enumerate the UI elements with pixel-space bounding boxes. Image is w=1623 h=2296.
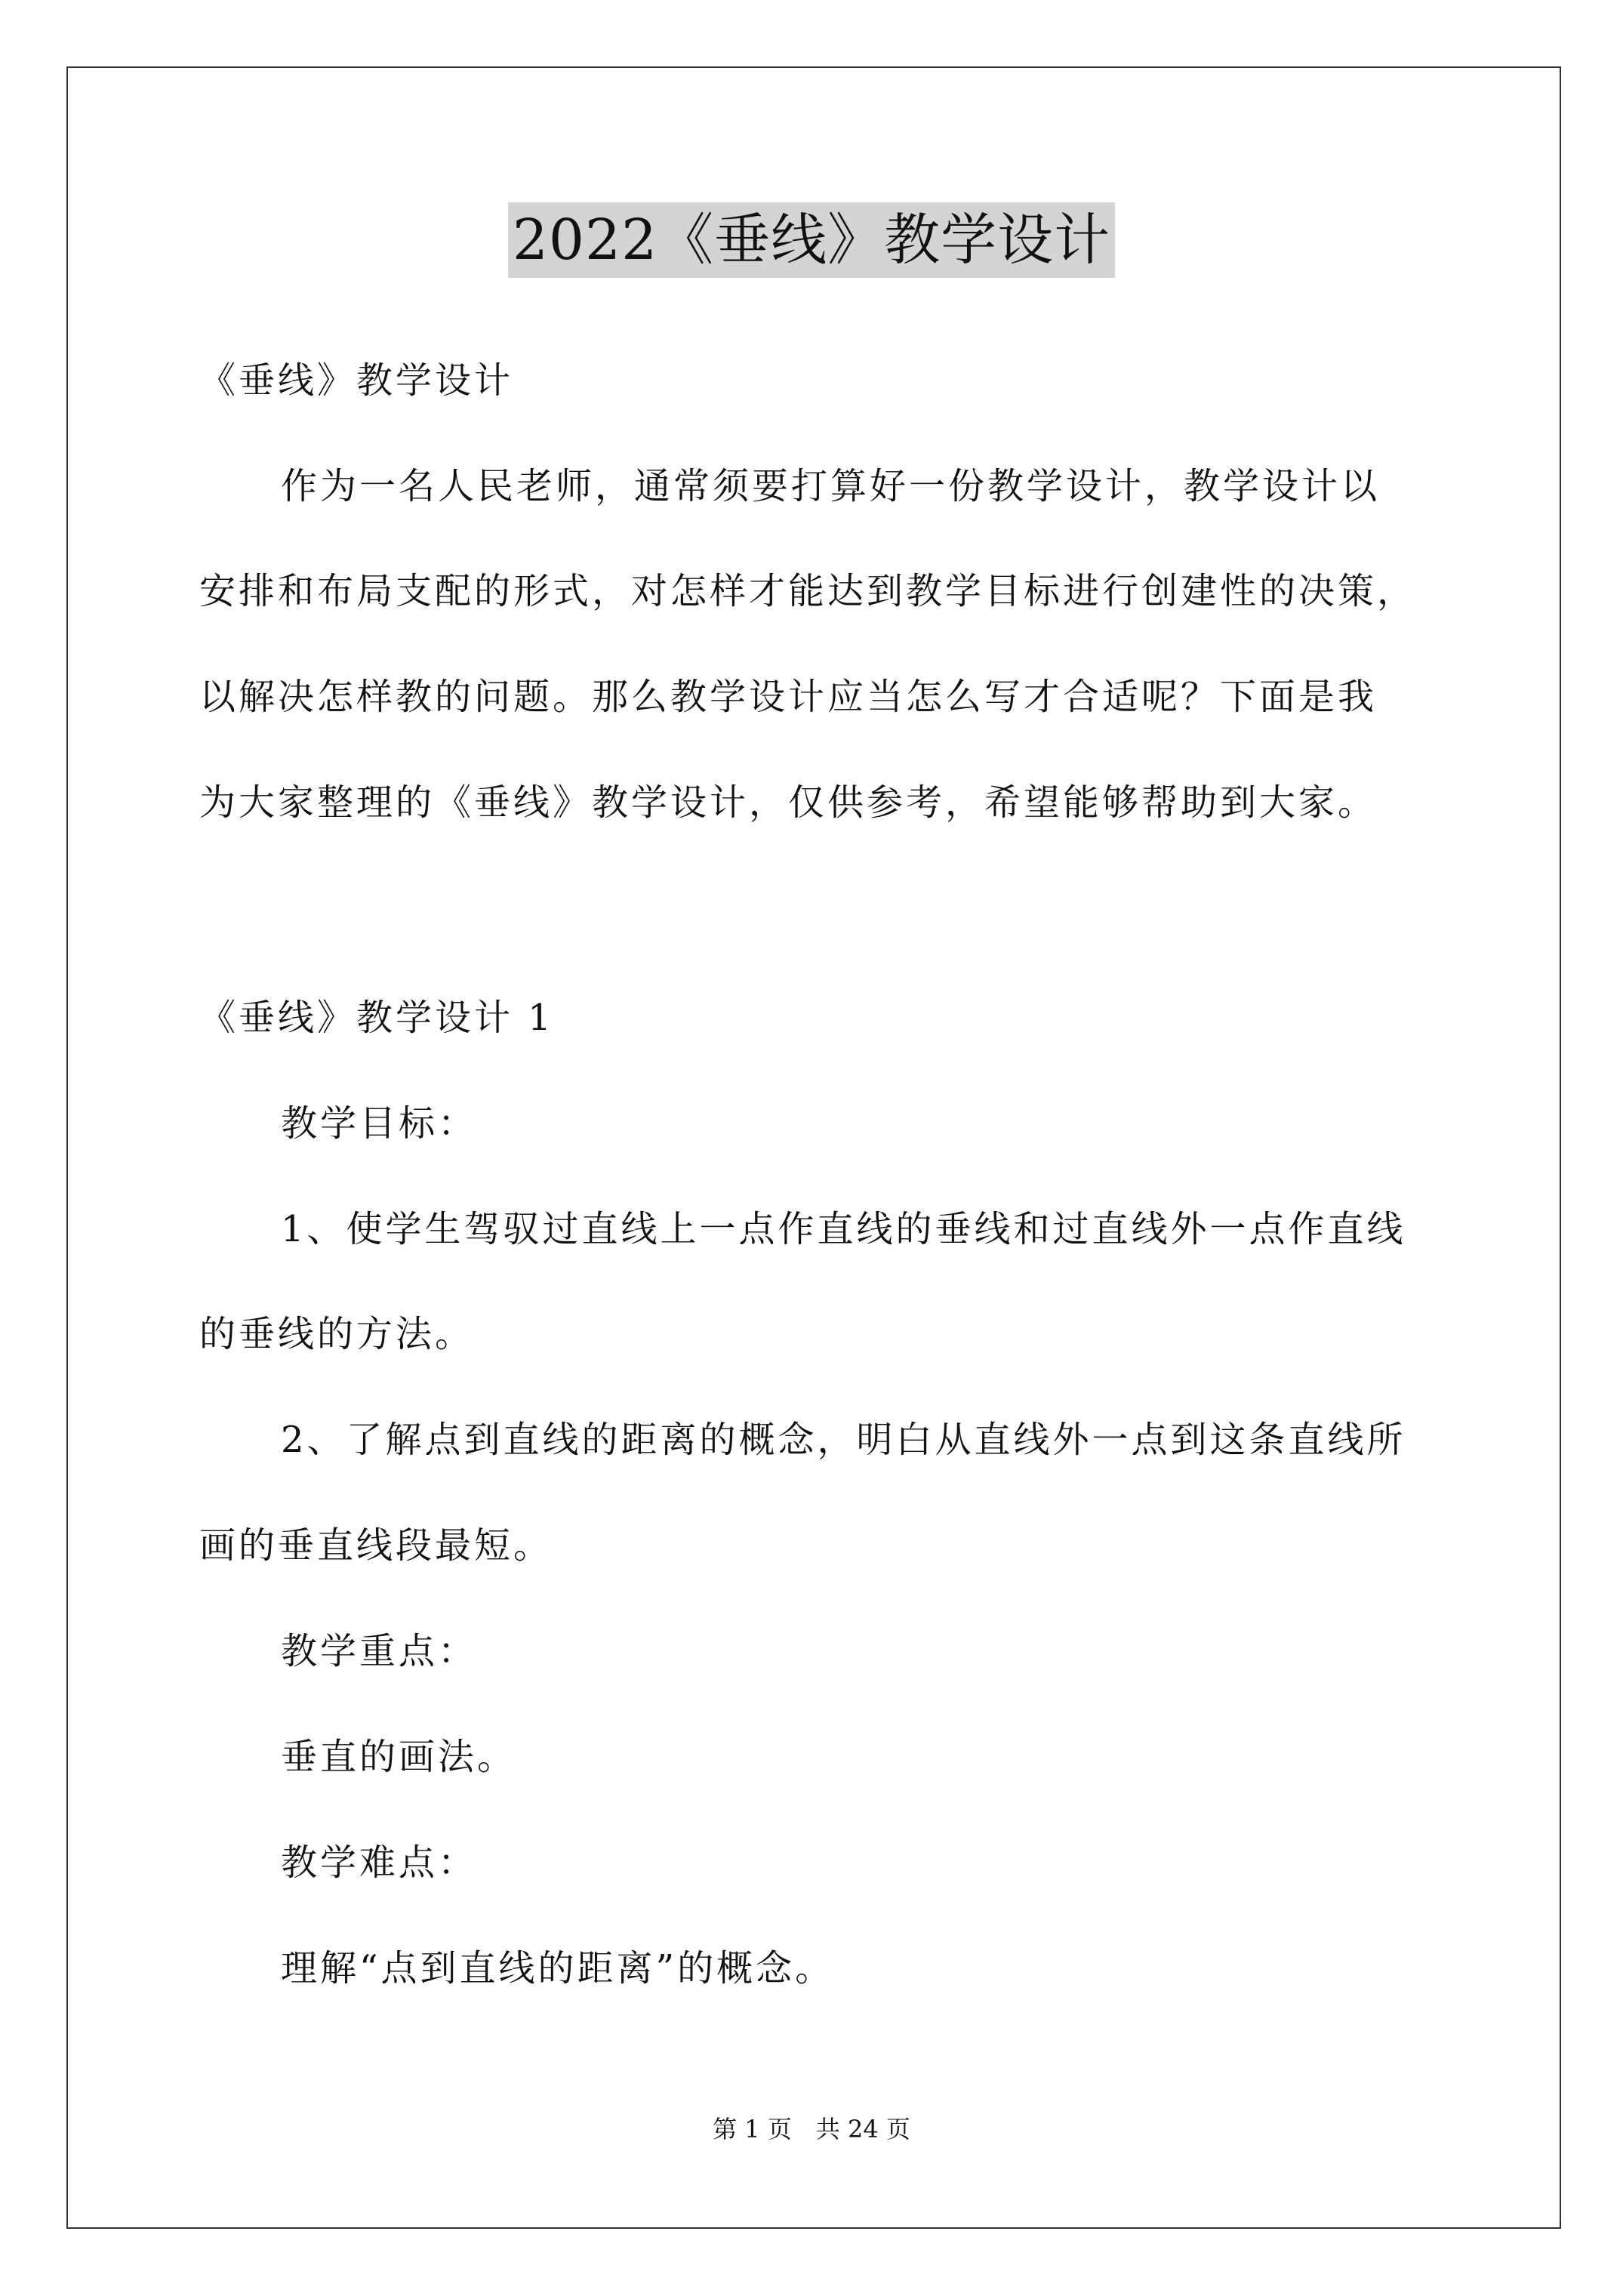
subtitle: 《垂线》教学设计	[199, 359, 514, 402]
objective-1-line-2: 的垂线的方法。	[199, 1313, 475, 1355]
objectives-heading: 教学目标：	[281, 1102, 478, 1145]
key-point: 垂直的画法。	[281, 1736, 517, 1778]
difficulty-heading: 教学难点：	[281, 1841, 478, 1884]
section-title: 《垂线》教学设计 1	[199, 997, 554, 1039]
key-point-heading: 教学重点：	[281, 1630, 478, 1672]
intro-line-4: 为大家整理的《垂线》教学设计，仅供参考，希望能够帮助到大家。	[199, 781, 1378, 824]
page-footer: 第 1 页 共 24 页	[713, 2115, 910, 2143]
intro-line-1: 作为一名人民老师，通常须要打算好一份教学设计，教学设计以	[281, 465, 1381, 507]
intro-line-2: 安排和布局支配的形式，对怎样才能达到教学目标进行创建性的决策，	[199, 570, 1417, 612]
document-title: 2022《垂线》教学设计	[508, 202, 1115, 278]
objective-2-line-1: 2、了解点到直线的距离的概念，明白从直线外一点到这条直线所	[281, 1419, 1406, 1461]
difficulty: 理解“点到直线的距离”的概念。	[281, 1947, 835, 1989]
intro-line-3: 以解决怎样教的问题。那么教学设计应当怎么写才合适呢？下面是我	[199, 676, 1378, 718]
objective-2-line-2: 画的垂直线段最短。	[199, 1524, 553, 1567]
objective-1-line-1: 1、使学生驾驭过直线上一点作直线的垂线和过直线外一点作直线	[281, 1208, 1406, 1250]
title-wrap	[0, 202, 1623, 278]
